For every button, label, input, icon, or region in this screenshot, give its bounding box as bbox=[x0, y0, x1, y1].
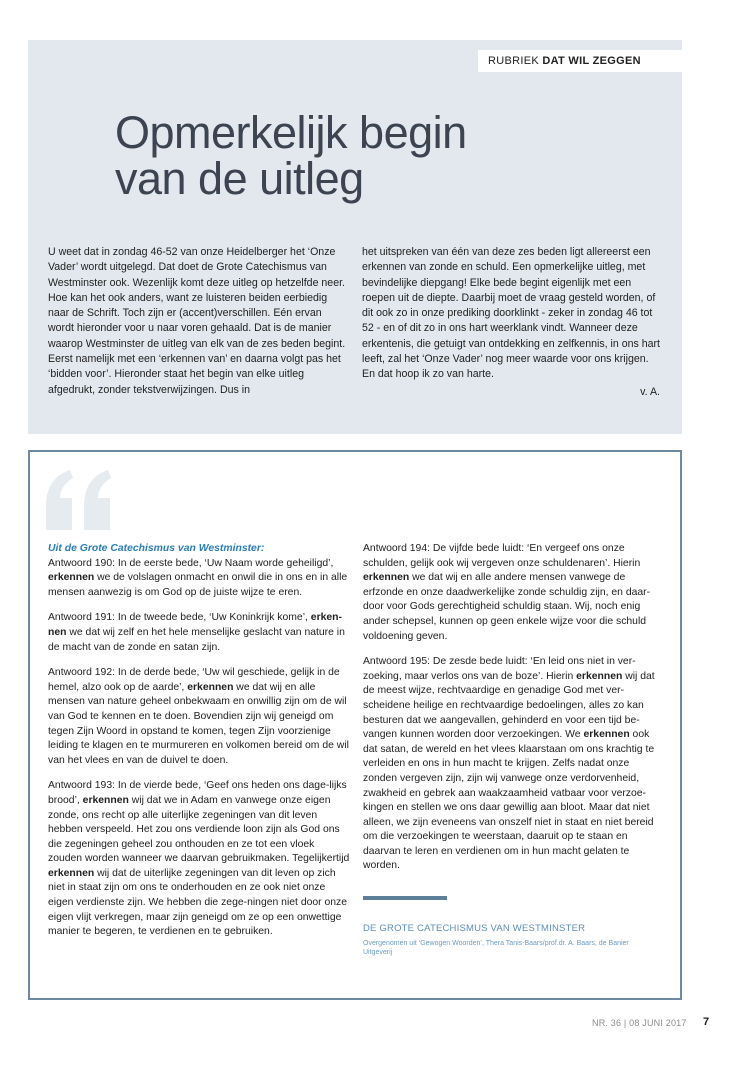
quote-column-right bbox=[363, 542, 661, 957]
keyword: erkennen bbox=[48, 867, 95, 879]
keyword: erken-nen bbox=[48, 612, 342, 638]
answer-193: Antwoord 193: In de vierde bede, ‘Geef ons heden ons dage-lijks brood’, erkennen wij dat we in Adam en vanwege onze eigen zonde, ons recht op alle uiterlijke zegeningen van dit leven hebben verspeeld. Het zou ons verdiende loon zijn als God ons die zegeningen geheel zou onthouden en ze tot een vloek zouden worden wanneer we daarvan gebruikmaken. Tegelijkertijd erkennen wij dat de uiterlijke zegeningen van dit leven op zich niet in staat zijn om ons te onderhouden en ze ook niet onze eigen verdienste zijn. We hebben die zege-ningen niet door onze eigen vlijt verkregen, maar zijn geneigd om ze op een onwettige manier te begeren, te verdienen en te gebruiken. bbox=[48, 780, 350, 938]
keyword: erkennen bbox=[187, 681, 234, 693]
answer-194: Antwoord 194: De vijfde bede luidt: ‘En vergeef ons onze schulden, gelijk ook wij vergeven onze schuldenaren’. Hierin erkennen we dat wij en alle andere mensen vanwege de erfzonde en onze daadwerkelijke zonde schuldig zijn, en daar-door voor Gods gerechtigheid schuldig staan. Wij, noch enig ander schepsel, kunnen op geen enkele wijze voor die schuld voldoening geven. bbox=[363, 543, 651, 642]
keyword: erkennen bbox=[82, 794, 129, 806]
author-signature: v. A. bbox=[640, 385, 660, 398]
intro-text-left: U weet dat in zondag 46-52 van onze Heidelberger het ‘Onze Vader’ wordt uitgelegd. Dat doet de Grote Catechismus van Westminster ook. Wezenlijk komt deze uitleg op hetzelfde neer. Hoe kan het ook anders, want ze luisteren beiden eerbiedig naar de Schrift. Toch zijn er (accent)verschillen. Eén ervan wordt hieronder voor u naar voren gehaald. Dat is de manier waarop Westminster de uitleg van elk van de zes beden begint. Eerst namelijk met een ‘erkennen van’ en daarna volgt pas het ‘bidden voor’. Hieronder staat het begin van elke uitleg afgedrukt, zonder tekstverwijzingen. Dus in bbox=[48, 246, 346, 396]
keyword: erkennen bbox=[583, 729, 630, 741]
quote-mark-icon bbox=[42, 470, 114, 532]
quote-box bbox=[28, 450, 682, 1000]
rubric-name: DAT WIL ZEGGEN bbox=[542, 55, 641, 67]
issue-info: NR. 36 | 08 JUNI 2017 bbox=[592, 1018, 687, 1028]
keyword: erkennen bbox=[48, 572, 95, 584]
source-title: DE GROTE CATECHISMUS VAN WESTMINSTER bbox=[363, 923, 586, 935]
page-number: 7 bbox=[703, 1016, 710, 1028]
title-line-2: van de uitleg bbox=[115, 153, 364, 204]
divider bbox=[363, 896, 447, 900]
answer-191: Antwoord 191: In de tweede bede, ‘Uw Koninkrijk kome’, erken-nen we dat wij zelf en het hele menselijke geslacht van nature in de macht van de zonde en satan zijn. bbox=[48, 612, 345, 653]
intro-column-left bbox=[48, 245, 348, 398]
rubric-prefix: RUBRIEK bbox=[488, 55, 539, 67]
keyword: erkennen bbox=[363, 572, 410, 584]
quote-column-left bbox=[48, 542, 350, 951]
answer-192: Antwoord 192: In de derde bede, ‘Uw wil geschiede, gelijk in de hemel, alzo ook op de aarde’, erkennen we dat wij en alle mensen van nature geheel onbekwaam en onwillig zijn om de wil van God te kennen en te doen. Bovendien zijn wij geneigd om tegen Zijn Woord in opstand te komen, tegen Zijn voorzienige leiding te klagen en te murmureren en volkomen bereid om de wil van het vlees en van de duivel te doen. bbox=[48, 667, 349, 766]
rubric-label bbox=[478, 50, 682, 72]
intro-panel bbox=[28, 40, 682, 434]
quote-heading: Uit de Grote Catechismus van Westminster: bbox=[48, 543, 265, 554]
intro-column-right bbox=[362, 245, 660, 400]
title-line-1: Opmerkelijk begin bbox=[115, 107, 467, 158]
answer-190: Antwoord 190: In de eerste bede, ‘Uw Naam worde geheiligd’, erkennen we de volslagen onmacht en onwil die in ons en in alle mensen aanwezig is om God op de juiste wijze te eren. bbox=[48, 557, 348, 598]
keyword: erkennen bbox=[576, 670, 623, 682]
source-credit: Overgenomen uit ‘Gewogen Woorden’, Thera Tanis-Baars/prof.dr. A. Baars, de Banier Uitgeverij bbox=[363, 939, 629, 956]
answer-195: Antwoord 195: De zesde bede luidt: ‘En leid ons niet in ver-zoeking, maar verlos ons van de boze’. Hierin erkennen wij dat de meest wijze, rechtvaardige en genadige God met ver-scheidene heilige en rechtvaardige bedoelingen, alles zo kan besturen dat we aangevallen, gehinderd en voor een tijd be-vangen kunnen worden door verzoekingen. We erkennen ook dat satan, de wereld en het vlees klaarstaan om ons krachtig te verleiden en ons in hun macht te krijgen. Zelfs nadat onze zonden vergeven zijn, zijn wij vanwege onze verdorvenheid, zwakheid en gebrek aan waakzaamheid vatbaar voor verzoe-kingen en stellen we ons daar gewillig aan bloot. Maar dat niet alleen, we zijn eveneens van onszelf niet in staat en niet bereid om die verzoekingen te weerstaan, daaruit op te staan en daarvan te leren en verdienen om in hun macht gelaten te worden. bbox=[363, 656, 655, 872]
page-title bbox=[115, 107, 467, 204]
intro-text-right: het uitspreken van één van deze zes beden ligt allereerst een erkennen van zonde en schuld. Een opmerkelijke uitleg, met bevindelijke diepgang! Elke bede begint eigenlijk met een roepen uit de diepte. Daarbij moet de vraag gesteld worden, of dit ook zo in onze prediking doorklinkt - zeker in zondag 46 tot 52 - en of dit zo in ons hart weerklank vindt. Wanneer deze erkentenis, die getuigt van ontdekking en zelfkennis, in ons hart leeft, zal het ‘Onze Vader’ nog meer waarde voor ons krijgen. En dat hoop ik zo van harte. bbox=[362, 246, 660, 381]
